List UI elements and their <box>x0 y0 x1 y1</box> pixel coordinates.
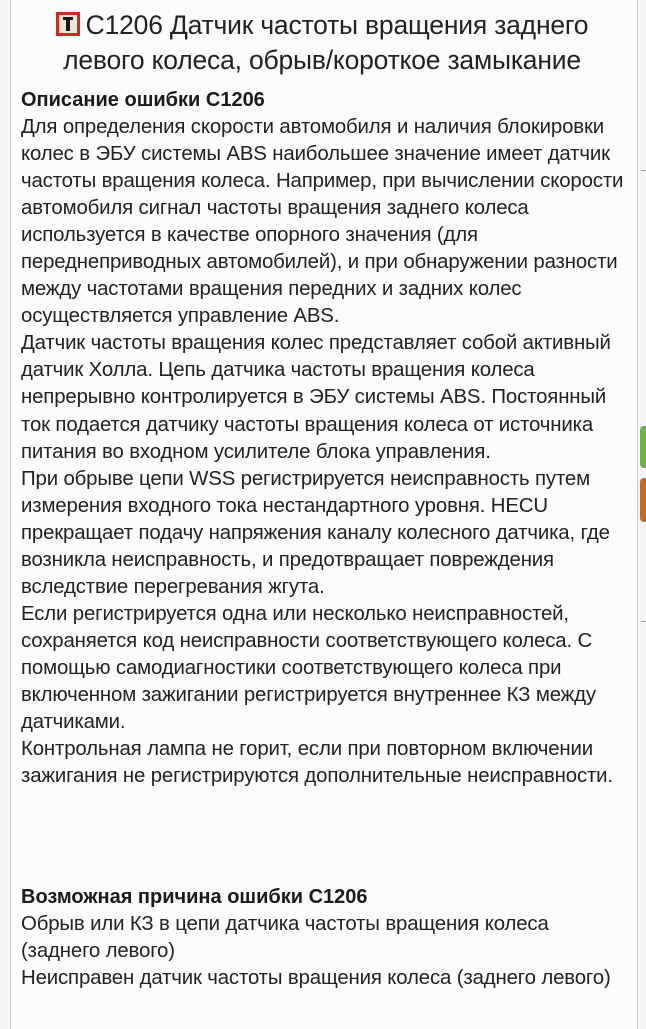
side-tab-orange[interactable] <box>640 478 646 522</box>
cause-item-2: Неисправен датчик частоты вращения колеса (заднего левого) <box>21 967 611 990</box>
description-paragraph-4: Если регистрируется одна или несколько неисправностей, сохраняется код неисправности соответствующего колеса. С помощью самодиагностики соответствующего колеса при включенном зажигании регистрируется внутреннее КЗ между датчиками. <box>21 602 596 734</box>
description-heading: Описание ошибки C1206 <box>21 89 265 111</box>
description-paragraph-2: Датчик частоты вращения колес представляет собой активный датчик Холла. Цепь датчика частоты вращения колеса непрерывно контролируется в ЭБУ системы ABS. Постоянный ток подается датчику частоты вращения колеса от источника питания во входном усилителе блока управления. <box>21 332 611 463</box>
cause-item-1: Обрыв или КЗ в цепи датчика частоты вращения колеса (заднего левого) <box>21 913 549 963</box>
side-tab-green[interactable] <box>640 426 646 468</box>
edge-tick <box>641 621 646 622</box>
info-icon[interactable] <box>56 12 80 36</box>
description-paragraph-5: Контрольная лампа не горит, если при повторном включении зажигания не регистрируются дополнительные неисправности. <box>21 738 613 788</box>
description-section <box>21 87 626 790</box>
page-title <box>22 8 622 78</box>
page-title-text: C1206 Датчик частоты вращения заднего левого колеса, обрыв/короткое замыкание <box>63 10 589 75</box>
description-paragraph-3: При обрыве цепи WSS регистрируется неисправность путем измерения входного тока нестандартного уровня. HECU прекращает подачу напряжения каналу колесного датчика, где возникла неисправность, и предотвращает повреждения вследствие перегревания жгута. <box>21 467 610 598</box>
edge-tick <box>641 170 646 171</box>
description-paragraph-1: Для определения скорости автомобиля и наличия блокировки колес в ЭБУ системы ABS наибольшее значение имеет датчик частоты вращения колеса. Например, при вычислении скорости автомобиля сигнал частоты вращения заднего колеса используется в качестве опорного значения (для переднеприводных автомобилей), и при обнаружении разности между частотами вращения передних и задних колес осуществляется управление ABS. <box>21 116 624 328</box>
causes-heading: Возможная причина ошибки C1206 <box>21 886 368 908</box>
causes-section <box>21 884 626 992</box>
